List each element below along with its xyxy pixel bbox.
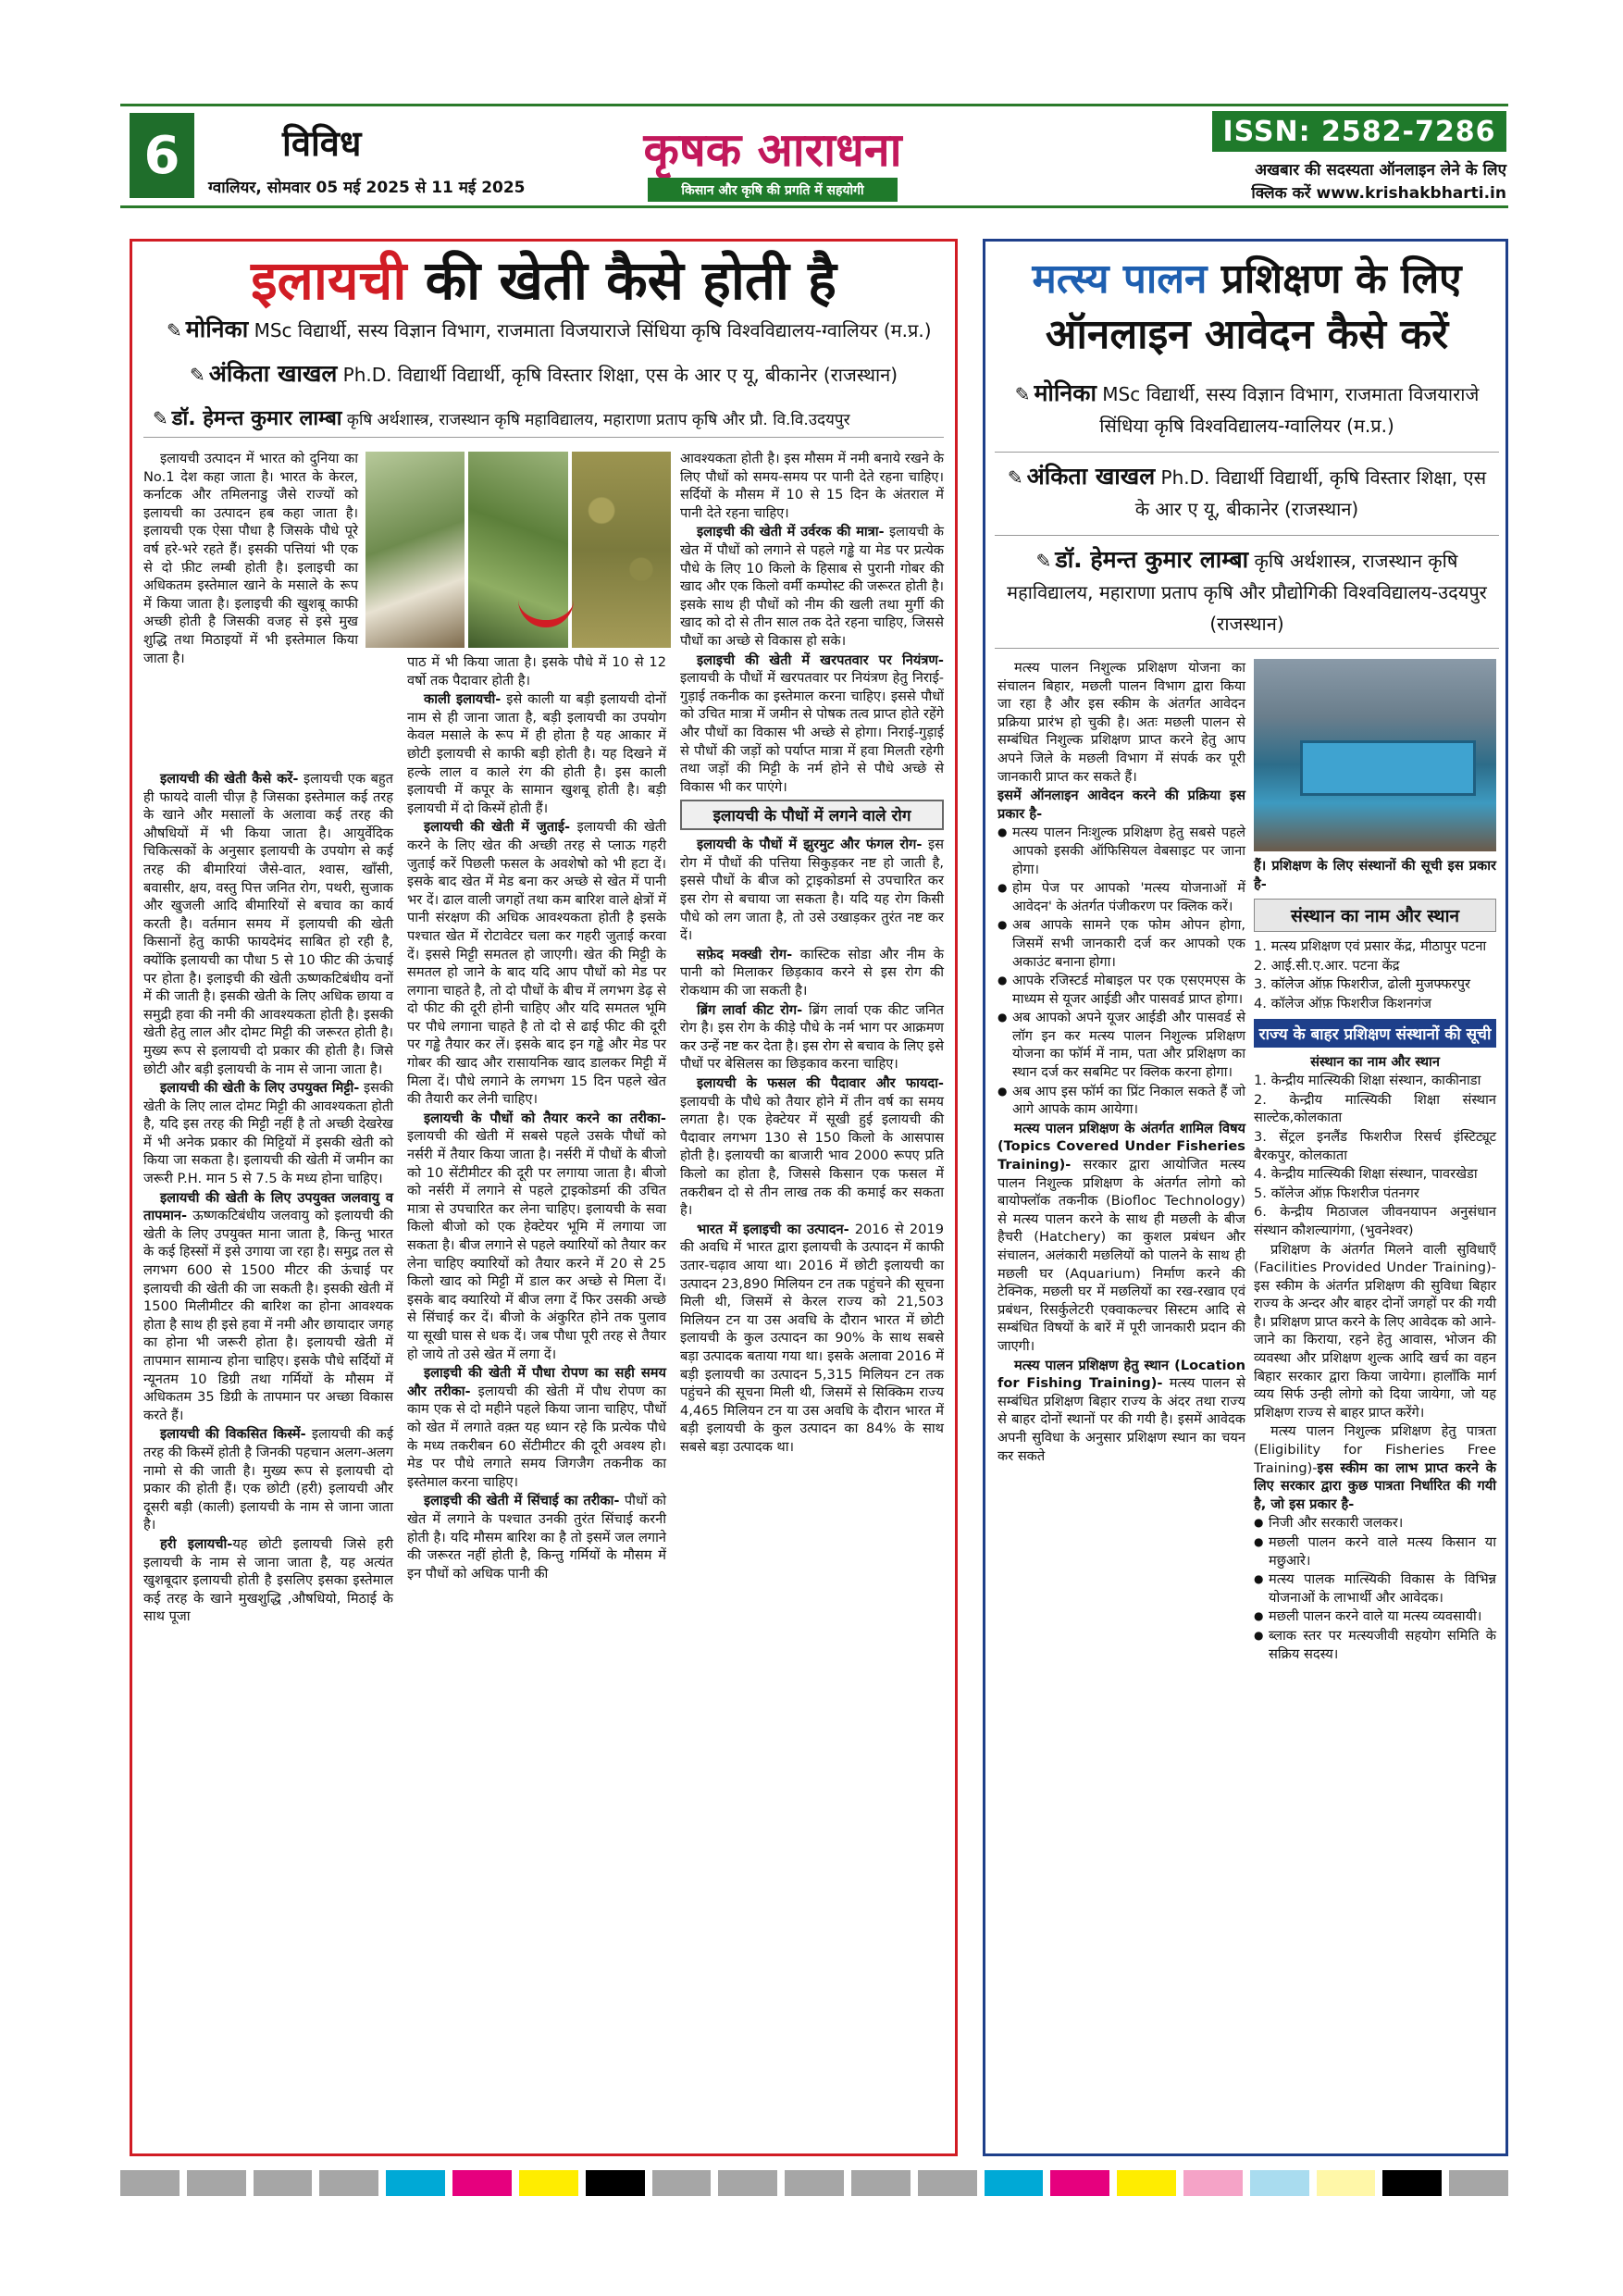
byline-divider (995, 535, 1499, 536)
paragraph: इलायची उत्पादन में भारत को दुनिया का No.1 देश कहा जाता है। भारत के केरल, कर्नाटक और तमिलनाडु जैसे राज्यों को इलायची का उत्पादन हब कहा जाता है। इलायची एक ऐसा पौधा है जिसके पौधे पूरे वर्ष हरे-भरे रहते हैं। इसकी पत्तियां भी एक से दो फ़ीट लम्बी होती है। इलाइची का अधिकतम इस्तेमाल खाने के मसाले के रूप में किया जाता है। इलाइची की खुशबू काफी अच्छी होती है जिसकी वजह से इसे मुख शुद्धि तथा मिठाइयों में भी इस्तेमाल किया जाता है। (143, 451, 358, 666)
cardamom-pods-photo (572, 452, 671, 648)
paragraph: यह छोटी इलायची जिसे हरी इलायची के नाम से जाना जाता है, यह अत्यंत खुशबूदार इलायची होती है इसलिए इसका इस्तेमाल कई तरह के खाने मुखशुद्धि ,औषधियो, मिठाई के साथ पूजा (143, 1535, 393, 1625)
institutes-heading: संस्थान का नाम और स्थान (1254, 899, 1496, 932)
color-swatch (652, 2170, 712, 2196)
paragraph: हैं। प्रशिक्षण के लिए संस्थानों की सूची इस प्रकार है- (1254, 858, 1496, 892)
byline-divider (995, 648, 1499, 649)
subheading: मत्स्य पालन प्रशिक्षण हेतु स्थान (Location for Fishing Training)- (997, 1357, 1245, 1392)
headline-line-2: ऑनलाइन आवेदन कैसे करें (1045, 311, 1449, 358)
author-detail: कृषि अर्थशास्त्र, राजस्थान कृषि महाविद्यालय, महाराणा प्रताप कृषि और प्रौ. वि.वि.उदयपुर (341, 411, 850, 429)
application-steps-list (997, 824, 1245, 1119)
color-swatch (1183, 2170, 1243, 2196)
headline-rest: प्रशिक्षण के लिए (1207, 255, 1462, 303)
subheading: इस स्कीम का लाभ प्राप्त करने के लिए सरकार द्वारा कुछ पात्रता निर्धारित की गयी है, जो इस प्रकार है- (1254, 1459, 1496, 1512)
diseases-box-heading: इलायची के पौधों में लगने वाले रोग (680, 800, 944, 830)
author-name: मोनिका (1034, 379, 1096, 406)
list-item: 6. केन्द्रीय मिठाजल जीवनयापन अनुसंधान संस्थान कौशल्यागंगा, (भुवनेश्वर) (1254, 1204, 1496, 1238)
right-byline-3 (999, 544, 1494, 639)
fisheries-headline (995, 252, 1499, 363)
list-item: 5. कॉलेज ऑफ़ फिशरीज पंतनगर (1254, 1185, 1419, 1201)
paragraph: प्रशिक्षण के अंतर्गत मिलने वाली सुविधाएँ (Facilities Provided Under Training)- इस स्कीम के अंतर्गत प्रशिक्षण की सुविधा बिहार राज्य के अन्दर और बाहर दोनों जगहों पर की गयी है। प्रशिक्षण प्राप्त करने के लिए आवेदक को आने-जाने का किराया, रहने हेतु आवास, भोजन की व्यवस्था और प्रशिक्षण शुल्क आदि खर्च का वहन बिहार सरकार द्वारा किया जायेगा। हालाँकि मार्ग व्यय सिर्फ उन्ही लोगो को दिया जायेगा, जो यह प्रशिक्षण राज्य से बाहर प्राप्त करेंगे। (1254, 1241, 1496, 1421)
color-swatch (718, 2170, 777, 2196)
color-swatch (319, 2170, 378, 2196)
list-item: ● निजी और सरकारी जलकर। (1254, 1514, 1496, 1533)
color-swatch (1382, 2170, 1442, 2196)
author-name: अंकिता खाखल (208, 360, 338, 387)
cardamom-col-1 (143, 770, 393, 1627)
color-swatch (918, 2170, 977, 2196)
paragraph: इस रोग में पौधों की पत्तिया सिकुड़कर नष्ट हो जाती है, इससे पौधों के बीज को ट्राइकोडर्मा से उपचारित कर इस रोग से बचाया जा सकता है। यदि यह रोग किसी पौधे को लग जाता है, तो उसे उखाड़कर तुरंत नष्ट कर दें। (680, 837, 945, 944)
paragraph: इलायची के खेत में पौधों को लगाने से पहले गड्ढे या मेड पर प्रत्येक पौधे के लिए 10 किलो के हिसाब से पुरानी गोबर की खाद और एक किलो वर्मी कम्पोस्ट की जरूरत होती है। इसके साथ ही पौधों को नीम की खली तथा मुर्गी की खाद को दो से तीन साल तक देते रहना चाहिए, जिससे पौधों का अच्छे से विकास हो सके। (680, 524, 944, 649)
paragraph: 2016 से 2019 की अवधि में भारत द्वारा इलायची के उत्पादन में काफी उतार-चढ़ाव आया था। 2016 में छोटी इलायची का उत्पादन 23,890 मिलियन टन तक पहुंचने की सूचना मिली थी, जिसमें से केरल राज्य को 21,503 मिलियन टन या उस अवधि के दौरान भारत में छोटी इलायची के कुल उत्पादन का 90% के साथ सबसे बड़ा उत्पादक बताया गया था। इसके अलावा 2016 में बड़ी इलायची का उत्पादन 5,315 मिलियन टन तक पहुंचने की सूचना मिली थी, जिसमें से सिक्किम राज्य 4,465 मिलियन टन या उस अवधि के दौरान भारत में बड़ी इलायची के कुल उत्पादन का 84% के साथ सबसे बड़ा उत्पादक था। (680, 1221, 944, 1455)
paragraph: मत्स्य पालन निशुल्क प्रशिक्षण हेतु पात्रता (Eligibility for Fisheries Free Training)- (1254, 1423, 1496, 1476)
fisheries-col-2 (1254, 857, 1496, 1664)
author-name: डॉ. हेमन्त कुमार लाम्बा (171, 407, 342, 430)
author-detail: MSc विद्यार्थी, सस्य विज्ञान विभाग, राजमाता विजयाराजे सिंधिया कृषि विश्वविद्यालय-ग्वालियर (म.प्र.) (1096, 383, 1480, 437)
color-swatch (386, 2170, 445, 2196)
pen-icon: ✎ (167, 319, 182, 341)
subheading: इलायची के पौधों में झुरमुट और फंगल रोग- (697, 837, 923, 853)
subheading: इलाइची की खेती में खरपतवार पर नियंत्रण- (697, 652, 944, 668)
paragraph: मत्स्य पालन से सम्बंधित प्रशिक्षण बिहार राज्य के अंदर तथा राज्य से बाहर दोनों स्थानों पर की गयी है। इसमें आवेदक अपनी सुविधा के अनुसार प्रशिक्षण स्थान का चयन कर सकते (997, 1375, 1245, 1464)
paragraph: इलायची के पौधों में खरपतवार पर नियंत्रण हेतु निराई- गुड़ाई तकनीक का इस्तेमाल करना चाहिए। इससे पौधों को उचित मात्रा में जमीन से पोषक तत्व प्राप्त होते रहेंगे और पौधों का विकास भी अच्छे से होगा। निराई-गुड़ाई से पौधों की जड़ों को पर्याप्त मात्रा में हवा मिलती रहेगी तथा जड़ों की मिट्टी के नर्म होने से पौधे अच्छे से विकास भी कर पाएंगे। (680, 670, 944, 795)
fisheries-col-1 (997, 659, 1245, 1466)
paragraph: इलायची की खेती करने के लिए खेत की अच्छी तरह से प्लाऊ गहरी जुताई करें पिछली फसल के अवशेषो को भी हटा दें। इसके बाद खेत में मेड बना कर अच्छे से खेत में पानी भर दें। ढाल वाली जगहों तथा कम बारिश वाले क्षेत्रों में पानी संरक्षण की अधिक आवश्यकता होती है इसके पश्चात खेत में रोटावेटर चला कर गहरी जुताई करवा दें। इससे मिट्टी समतल हो जाएगी। खेत की मिट्टी के समतल हो जाने के बाद यदि आप पौधों को मेड पर लगाना चाहते है, तो दो पौधों के बीच में लगभग डेढ़ से दो फीट की दूरी होनी चाहिए और यदि समतल भूमि पर पौधे लगाना चाहते है तो दो से ढाई फीट की दूरी पर गड्ढे तैयार कर लें। इसके बाद इन गड्ढे और मेड पर गोबर की खाद और रासायनिक खाद डालकर मिट्टी में मिला दें। पौधे लगाने के लगभग 15 दिन पहले खेत की तैयारी कर लेनी चाहिए। (407, 819, 666, 1108)
pen-icon: ✎ (190, 364, 205, 386)
paragraph: इलायची की खेती में पौध रोपण का काम एक से दो महीने पहले किया जाना चाहिए, पौधों को खेत में लगाते वक़्त यह ध्यान रहे कि प्रत्येक पौधे के मध्य तकरीबन 60 सेंटीमीटर की दूरी अवश्य हो। मेड पर पौधे लगाते समय जिगजैग तकनीक का इस्तेमाल करना चाहिए। (407, 1383, 666, 1490)
logo-tagline: किसान और कृषि की प्रगति में सहयोगी (648, 178, 898, 202)
list-item: 1. केन्द्रीय मात्स्यिकी शिक्षा संस्थान, काकीनाडा (1254, 1073, 1481, 1089)
subheading: इलायची की खेती में जुताई- (424, 819, 571, 836)
subheading: इसमें ऑनलाइन आवेदन करने की प्रक्रिया इस प्रकार है- (997, 788, 1245, 822)
paragraph: पौधों को खेत में लगाने के पश्चात उनकी तुरंत सिंचाई करनी होती है। यदि मौसम बारिश का है तो इसमें जल लगाने की जरूरत नहीं होती है, किन्तु गर्मियों के मौसम में इन पौधों को अधिक पानी की (407, 1493, 667, 1582)
list-item: 2. केन्द्रीय मात्स्यिकी शिक्षा संस्थान साल्टेक,कोलकाता (1254, 1091, 1496, 1126)
color-swatch (120, 2170, 180, 2196)
list-item: 3. कॉलेज ऑफ़ फिशरीज, ढोली मुजफ्फरपुर (1254, 976, 1470, 993)
paragraph: कास्टिक सोडा और नीम के पानी को मिलाकर छिड़काव करने से इस रोग की रोकथाम की जा सकती है। (680, 946, 944, 999)
color-swatch (452, 2170, 512, 2196)
subheading: इलाइची की खेती में सिंचाई का तरीका- (424, 1493, 620, 1509)
list-item: 4. केन्द्रीय मात्स्यिकी शिक्षा संस्थान, पावरखेडा (1254, 1166, 1478, 1183)
list-item: ● मत्स्य पालन निःशुल्क प्रशिक्षण हेतु सबसे पहले आपको इसकी ऑफिसियल वेबसाइट पर जाना होगा। (997, 824, 1245, 878)
color-swatch (1449, 2170, 1508, 2196)
right-byline-2 (999, 461, 1494, 525)
headline-highlight: इलायची (251, 249, 407, 312)
color-swatch (1050, 2170, 1109, 2196)
headline-rest: की खेती कैसे होती है (406, 249, 836, 312)
subheading: मत्स्य पालन प्रशिक्षण के अंतर्गत शामिल विषय (Topics Covered Under Fisheries Training)- (997, 1120, 1245, 1173)
byline-3 (153, 405, 850, 433)
cardamom-col-1-top (143, 450, 358, 668)
list-item: ● मत्स्य पालक मात्स्यिकी विकास के विभिन्न योजनाओं के लाभार्थी और आवेदक। (1254, 1570, 1496, 1607)
subscribe-note (1147, 159, 1506, 205)
color-swatch (519, 2170, 578, 2196)
byline-divider (143, 437, 944, 438)
logo-title: कृषक आराधना (643, 123, 902, 177)
subheading: काली इलायची- (424, 691, 502, 708)
color-swatch (187, 2170, 246, 2196)
cardamom-col-2 (407, 653, 666, 1583)
paragraph: मत्स्य पालन निशुल्क प्रशिक्षण योजना का संचालन बिहार, मछली पालन विभाग द्वारा किया जा रहा है और इस स्कीम के अंतर्गत आवेदन प्रक्रिया प्रारंभ हो चुकी है। अतः मछली पालन से सम्बंधित निशुल्क प्रशिक्षण प्राप्त करने हेतु आप अपने जिले के मछली विभाग में संपर्क कर पूरी जानकारी प्राप्त कर सकते हैं। (997, 660, 1245, 785)
paragraph: ब्रिंग लार्वा एक कीट जनित रोग है। इस रोग के कीड़े पौधे के नर्म भाग पर आक्रमण कर उन्हें नष्ट कर देता है। इस रोग से बचाव के लिए इसे पौधों पर बेसिलस का छिड़काव करना चाहिए। (680, 1001, 944, 1073)
subheading: सफ़ेद मक्खी रोग- (697, 946, 793, 962)
headline-highlight: मत्स्य पालन (1032, 255, 1208, 303)
paragraph: सरकार द्वारा आयोजित मत्स्य पालन निशुल्क प्रशिक्षण के अंतर्गत लोगो को बायोफ्लॉक तकनीक (Biofloc Technology) से मत्स्य पालन करने के साथ ही मछली के बीज हैचरी (Hatchery) का कुशल प्रबंधन और संचालन, अलंकारी मछलियों को पालने के साथ ही मछली घर (Aquarium) निर्माण करने की टेक्निक, मछली घर में मछलियों का रख-रखाव एवं प्रबंधन, रिसर्कुलेटरी एक्वाकल्चर सिस्टम आदि से सम्बंधित विषयों के बारें में पूरी जानकारी प्रदान की जाएगी। (997, 1157, 1245, 1354)
paragraph: इलायची की कई तरह की किस्में होती है जिनकी पहचान अलग-अलग नामो से की जाती है। मुख्य रूप से इलायची दो प्रकार की होती हैं। एक छोटी (हरी) इलायची और दूसरी बड़ी (काली) इलायची के नाम से जाना जाता है। (143, 1426, 393, 1533)
subscribe-link[interactable]: क्लिक करें www.krishakbharti.in (1251, 184, 1506, 203)
author-detail: कृषि अर्थशास्त्र, राजस्थान कृषि महाविद्यालय, महाराणा प्रताप कृषि और प्रौद्योगिकी विश्वविद्यालय-उदयपुर (राजस्थान) (1007, 550, 1487, 635)
color-swatch (586, 2170, 645, 2196)
paragraph: इलायची की खेती में सबसे पहले उसके पौधों को नर्सरी में तैयार किया जाता है। नर्सरी में पौधों के बीजो को 10 सेंटीमीटर की दूरी पर लगाया जाता है। बीजो को नर्सरी में लगाने से पहले ट्राइकोडर्मा की उचित मात्रा से उपचारित कर लेना चाहिए। इलायची के सवा किलो बीजो को एक हेक्टेयर भूमि में लगाया जा सकता है। बीज लगाने से पहले क्यारियों को तैयार कर लेना चाहिए क्यारियों को तैयार करने में 20 से 25 किलो खाद को मिट्टी में डाल कर अच्छे से मिला दें। इसके बाद क्यारियो में बीज लगा दें फिर उसकी अच्छे से सिंचाई कर दें। बीजो के अंकुरित होने तक पुलाव या सूखी घास से धक दें। जब पौधा पूरी तरह से तैयार हो जाये तो उसे खेत में लगा दें। (407, 1128, 666, 1362)
cardamom-headline (139, 248, 948, 313)
author-detail: Ph.D. विद्यार्थी विद्यार्थी, कृषि विस्तार शिक्षा, एस के आर ए यू, बीकानेर (राजस्थान) (1134, 466, 1487, 520)
right-byline-1 (999, 378, 1494, 441)
subheading: इलायची की खेती के लिए उपयुक्त जलवायु व तापमान- (143, 1189, 393, 1224)
masthead-top-rule (120, 104, 1508, 106)
color-swatch (1250, 2170, 1309, 2196)
subheading: इलाइची की खेती में पौधा रोपण का सही समय और तरीका- (407, 1365, 666, 1399)
color-swatch (1117, 2170, 1176, 2196)
subheading: इलायची के पौधों को तैयार करने का तरीका- (424, 1110, 666, 1126)
dateline: ग्वालियर, सोमवार 05 मई 2025 से 11 मई 2025 (208, 179, 526, 197)
cardamom-flower-photo (365, 452, 465, 648)
outside-institutes-heading: राज्य के बाहर प्रशिक्षण संस्थानों की सूची (1254, 1019, 1496, 1048)
color-swatch (851, 2170, 911, 2196)
pen-icon: ✎ (153, 407, 168, 429)
list-item: ● होम पेज पर आपको 'मत्स्य योजनाओं में आवेदन' के अंतर्गत पंजीकरण पर क्लिक करें। (997, 879, 1245, 915)
subheading: ब्रिंग लार्वा कीट रोग- (697, 1001, 803, 1018)
pen-icon: ✎ (1007, 466, 1023, 489)
byline-1 (167, 316, 932, 343)
author-name: मोनिका (185, 316, 249, 342)
section-name: विविध (282, 123, 362, 164)
print-color-bar (120, 2170, 1508, 2196)
list-item: ● ब्लाक स्तर पर मत्स्यजीवी सहयोग समिति के सक्रिय सदस्य। (1254, 1627, 1496, 1663)
color-swatch (254, 2170, 313, 2196)
list-item: ● मछली पालन करने वाले या मत्स्य व्यवसायी। (1254, 1607, 1496, 1626)
paragraph: आवश्यकता होती है। इस मौसम में नमी बनाये रखने के लिए पौधों को समय-समय पर पानी देते रहना चाहिए। सर्दियों के मौसम में 10 से 15 दिन के अंतराल में पानी देते रहना चाहिए। (680, 451, 944, 521)
pen-icon: ✎ (1035, 550, 1052, 572)
list-item: 2. आई.सी.ए.आर. पटना केंद्र (1254, 957, 1400, 974)
paragraph: इसे काली या बड़ी इलायची दोनों नाम से ही जाना जाता है, बड़ी इलायची का उपयोग केवल मसाले के रूप में ही होता है यह आकार में छोटी इलायची से काफी बड़ी होती है। यह दिखने में हल्के लाल व काले रंग की होती है। इस काली इलायची में कपूर के सामान खुशबू होती है। बड़ी इलायची में दो किस्में होती हैं। (407, 691, 667, 816)
paragraph: ऊष्णकटिबंधीय जलवायु को इलायची की खेती के लिए उपयुक्त माना जाता है, किन्तु भारत के कई हिस्सों में इसे उगाया जा रहा है। समुद्र तल से लगभग 600 से 1500 मीटर की ऊंचाई पर इलायची की खेती की जा सकती है। इसकी खेती में 1500 मिलीमीटर की बारिश का होना आवश्यक होता है साथ ही इसे हवा में नमी और छायादार जगह का होना भी जरूरी होता है। इलायची खेती में तापमान सामान्य होना चाहिए। इसके पौधे सर्दियों में न्यूनतम 10 डिग्री तथा गर्मियों के मौसम में अधिकतम 35 डिग्री के तापमान पर अच्छा विकास करते हैं। (143, 1208, 393, 1423)
list-item: ● अब आप इस फॉर्म का प्रिंट निकाल सकते हैं जो आगे आपके काम आयेगा। (997, 1083, 1245, 1119)
list-item: ● अब आपको अपने यूजर आईडी और पासवर्ड से लॉग इन कर मत्स्य पालन निशुल्क प्रशिक्षण योजना का फॉर्म में नाम, पता और प्रशिक्षण का स्थान दर्ज कर सबमिट पर क्लिक करना होगा। (997, 1009, 1245, 1081)
list-item: ● मछली पालन करने वाले मत्स्य किसान या मछुआरे। (1254, 1533, 1496, 1570)
paragraph: पाठ में भी किया जाता है। इसके पौधे में 10 से 12 वर्षो तक पैदावार होती है। (407, 654, 666, 689)
page-number: 6 (130, 113, 194, 198)
subheading: संस्थान का नाम और स्थान (1310, 1053, 1440, 1070)
subheading: इलाइची की खेती में उर्वरक की मात्रा- (697, 524, 885, 540)
masthead-bottom-rule (120, 205, 1508, 208)
subheading: हरी इलायची- (160, 1535, 233, 1552)
author-name: डॉ. हेमन्त कुमार लाम्बा (1055, 546, 1249, 573)
fish-tank-shape (1300, 740, 1476, 796)
color-swatch (985, 2170, 1044, 2196)
subheading: भारत में इलाइची का उत्पादन- (697, 1221, 849, 1237)
author-detail: MSc विद्यार्थी, सस्य विज्ञान विभाग, राजमाता विजयाराजे सिंधिया कृषि विश्वविद्यालय-ग्वालियर (म.प्र.) (248, 319, 932, 341)
paragraph: इसकी खेती के लिए लाल दोमट मिट्टी की आवश्यकता होती है, यदि इस तरह की मिट्टी नहीं है तो अच्छी देखरेख में भी अनेक प्रकार की मिट्टियों में इसकी खेती को किया जा सकता है। इलायची की खेती में जमीन का जरूरी P.H. मान 5 से 7.5 के मध्य होना चाहिए। (143, 1080, 393, 1187)
subheading: इलायची की खेती के लिए उपयुक्त मिट्टी- (160, 1080, 360, 1097)
color-swatch (785, 2170, 844, 2196)
eligibility-list (1254, 1514, 1496, 1663)
paragraph: इलायची के पौधे को तैयार होने में तीन वर्ष का समय लगता है। एक हेक्टेयर में सूखी हुई इलायची की पैदावार लगभग 130 से 150 किलो के आसपास होती है। इलायची का बाजारी भाव 2000 रूपए प्रति किलो का होता है, जिससे किसान एक फसल में तकरीबन दो से तीन लाख तक की कमाई कर सकता है। (680, 1093, 944, 1219)
list-item: 4. कॉलेज ऑफ़ फिशरीज किशनगंज (1254, 995, 1431, 1011)
list-item: ● आपके रजिस्टर्ड मोबाइल पर एक एसएमएस के माध्यम से यूजर आईडी और पासवर्ड प्राप्त होगा। (997, 972, 1245, 1008)
cardamom-col-3 (680, 450, 944, 1457)
list-item: 1. मत्स्य प्रशिक्षण एवं प्रसार केंद्र, मीठापुर पटना (1254, 938, 1487, 955)
subheading: इलायची की विकसित किस्में- (160, 1426, 306, 1443)
byline-2 (190, 361, 898, 388)
list-item: 3. सेंट्रल इनलैंड फिशरीज रिसर्च इंस्टिट्यूट बैरकपुर, कोलकाता (1254, 1128, 1496, 1163)
subheading: इलायची की खेती कैसे करें- (160, 771, 299, 787)
newspaper-logo (574, 117, 972, 205)
pen-icon: ✎ (1014, 383, 1031, 405)
author-detail: Ph.D. विद्यार्थी विद्यार्थी, कृषि विस्तार शिक्षा, एस के आर ए यू, बीकानेर (राजस्थान) (337, 364, 898, 386)
list-item: ● अब आपके सामने एक फोम ओपन होगा, जिसमें सभी जानकारी दर्ज कर आपको एक अकाउंट बनाना होगा। (997, 916, 1245, 971)
issn-badge: ISSN: 2582-7286 (1212, 111, 1506, 152)
paragraph: इलायची एक बहुत ही फायदे वाली चीज़ है जिसका इस्तेमाल कई तरह के खाने और मसालों के अलावा कई तरह की औषधियों में भी किया जाता है। आयुर्वेदिक चिकित्सकों के अनुसार इलायची के उपयोग से कई तरह की बीमारियां जैसे-वात, श्वास, खाँसी, बवासीर, क्षय, वस्तु पित्त जनित रोग, पथरी, सुजाक और खुजली आदि बीमारियों से बचाव का कार्य करती है। वर्तमान समय में इलायची की खेती किसानों हेतु काफी फायदेमंद साबित हो रही है, क्योंकि इलायची का पौधा 5 से 10 फीट की ऊंचाई पर होता है। इलाइची की खेती ऊष्णकटिबंधीय वनों में की जाती है। इसकी खेती के लिए अधिक छाया व समुद्री हवा की नमी की आवश्यकता होती है। इसकी खेती हेतु लाल और दोमट मिट्टी की जरूरत होती है। मुख्य रूप से इलायची दो प्रकार की होती है। जिसे छोटी और बड़ी इलायची के नाम से जाना जाता है। (143, 771, 393, 1077)
color-swatch (1317, 2170, 1376, 2196)
cardamom-photos (365, 452, 671, 648)
byline-divider (995, 452, 1499, 453)
subheading: इलायची के फसल की पैदावार और फायदा- (697, 1075, 944, 1091)
subscribe-line-1: अखबार की सदस्यता ऑनलाइन लेने के लिए (1255, 161, 1506, 180)
author-name: अंकिता खाखल (1026, 463, 1156, 490)
